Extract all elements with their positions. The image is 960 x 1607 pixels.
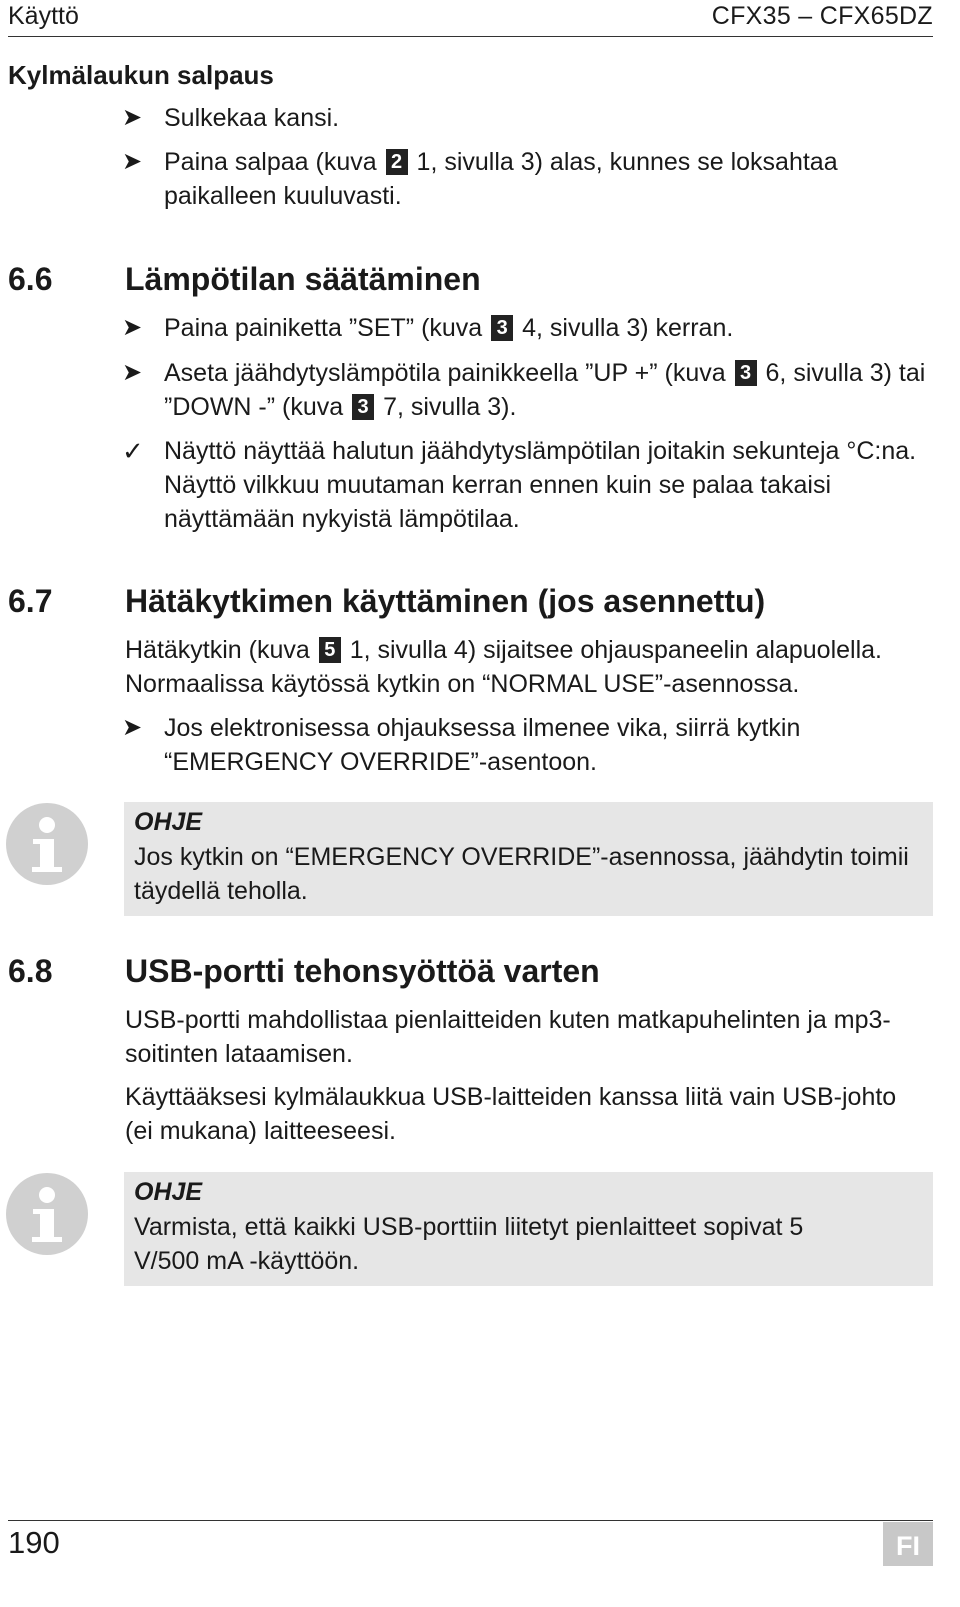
emergency-paragraph bbox=[125, 633, 937, 701]
note-text: Jos kytkin on “EMERGENCY OVERRIDE”-asennossa, jäähdytin toimii täydellä teholla. bbox=[134, 843, 909, 905]
checkmark-icon: ✓ bbox=[122, 436, 144, 466]
temp-step-1 bbox=[164, 311, 934, 345]
arrow-bullet-icon: ➤ bbox=[122, 148, 143, 175]
emergency-step: Jos elektronisessa ohjauksessa ilmenee vika, siirrä kytkin “EMERGENCY OVERRIDE”-asentoon. bbox=[164, 714, 801, 776]
language-tab: FI bbox=[883, 1522, 933, 1566]
figure-ref-badge: 2 bbox=[386, 149, 408, 175]
temp-step-2-mid: 6, sivulla 3) tai ”DOWN -” (kuva bbox=[164, 359, 926, 421]
note-box bbox=[124, 1172, 933, 1286]
figure-ref-badge: 5 bbox=[319, 637, 341, 663]
arrow-bullet-icon: ➤ bbox=[122, 104, 143, 131]
lock-step-1: Sulkekaa kansi. bbox=[164, 104, 340, 132]
info-icon bbox=[6, 803, 88, 885]
figure-ref-badge: 3 bbox=[352, 394, 374, 420]
section-number: 6.8 bbox=[8, 953, 53, 989]
header-section-name: Käyttö bbox=[8, 2, 79, 30]
temp-result: Näyttö näyttää halutun jäähdytyslämpötilan joitakin sekunteja °C:na. Näyttö vilkkuu muutaman kerran ennen kuin se palaa takaisi näyttämään nykyistä lämpötilaa. bbox=[164, 437, 917, 533]
usb-paragraph-1: USB-portti mahdollistaa pienlaitteiden kuten matkapuhelinten ja mp3-soitinten lataamisen. bbox=[125, 1006, 891, 1068]
lock-section-title: Kylmälaukun salpaus bbox=[8, 60, 274, 90]
temp-step-2-pre: Aseta jäähdytyslämpötila painikkeella ”UP +” (kuva bbox=[164, 359, 726, 387]
temp-step-1-pre: Paina painiketta ”SET” (kuva bbox=[164, 314, 483, 342]
arrow-bullet-icon: ➤ bbox=[122, 714, 143, 741]
arrow-bullet-icon: ➤ bbox=[122, 359, 143, 386]
emergency-para-pre: Hätäkytkin (kuva bbox=[125, 636, 310, 664]
temp-step-1-post: 4, sivulla 3) kerran. bbox=[522, 314, 734, 342]
note-heading: OHJE bbox=[134, 1178, 203, 1206]
info-icon bbox=[6, 1173, 88, 1255]
section-number: 6.7 bbox=[8, 583, 53, 619]
note-box bbox=[124, 802, 933, 916]
figure-ref-badge: 3 bbox=[491, 315, 513, 341]
header-model-name: CFX35 – CFX65DZ bbox=[711, 2, 933, 30]
usb-paragraph-2: Käyttääksesi kylmälaukkua USB-laitteiden kanssa liitä vain USB-johto (ei mukana) laitteeseesi. bbox=[125, 1083, 897, 1145]
page-header bbox=[8, 0, 933, 37]
section-title: USB-portti tehonsyöttöä varten bbox=[125, 953, 600, 989]
footer-rule bbox=[8, 1520, 933, 1521]
note-heading: OHJE bbox=[134, 808, 203, 836]
emergency-para-post: 1, sivulla 4) sijaitsee ohjauspaneelin alapuolella. Normaalissa käytössä kytkin on “NORMAL USE”-asennossa. bbox=[125, 636, 882, 698]
temp-step-2 bbox=[164, 356, 934, 424]
note-text: Varmista, että kaikki USB-porttiin liitetyt pienlaitteet sopivat 5 V/500 mA -käyttöön. bbox=[134, 1213, 804, 1275]
lock-step-2 bbox=[164, 145, 934, 213]
lock-step-2-text-post: 1, sivulla 3) alas, kunnes se loksahtaa paikalleen kuuluvasti. bbox=[164, 148, 838, 210]
section-title: Lämpötilan säätäminen bbox=[125, 261, 481, 297]
section-title: Hätäkytkimen käyttäminen (jos asennettu) bbox=[125, 583, 766, 619]
lock-step-2-text-pre: Paina salpaa (kuva bbox=[164, 148, 377, 176]
figure-ref-badge: 3 bbox=[735, 360, 757, 386]
arrow-bullet-icon: ➤ bbox=[122, 314, 143, 341]
page-number: 190 bbox=[8, 1525, 60, 1560]
section-number: 6.6 bbox=[8, 261, 53, 297]
temp-step-2-post: 7, sivulla 3). bbox=[383, 393, 517, 421]
